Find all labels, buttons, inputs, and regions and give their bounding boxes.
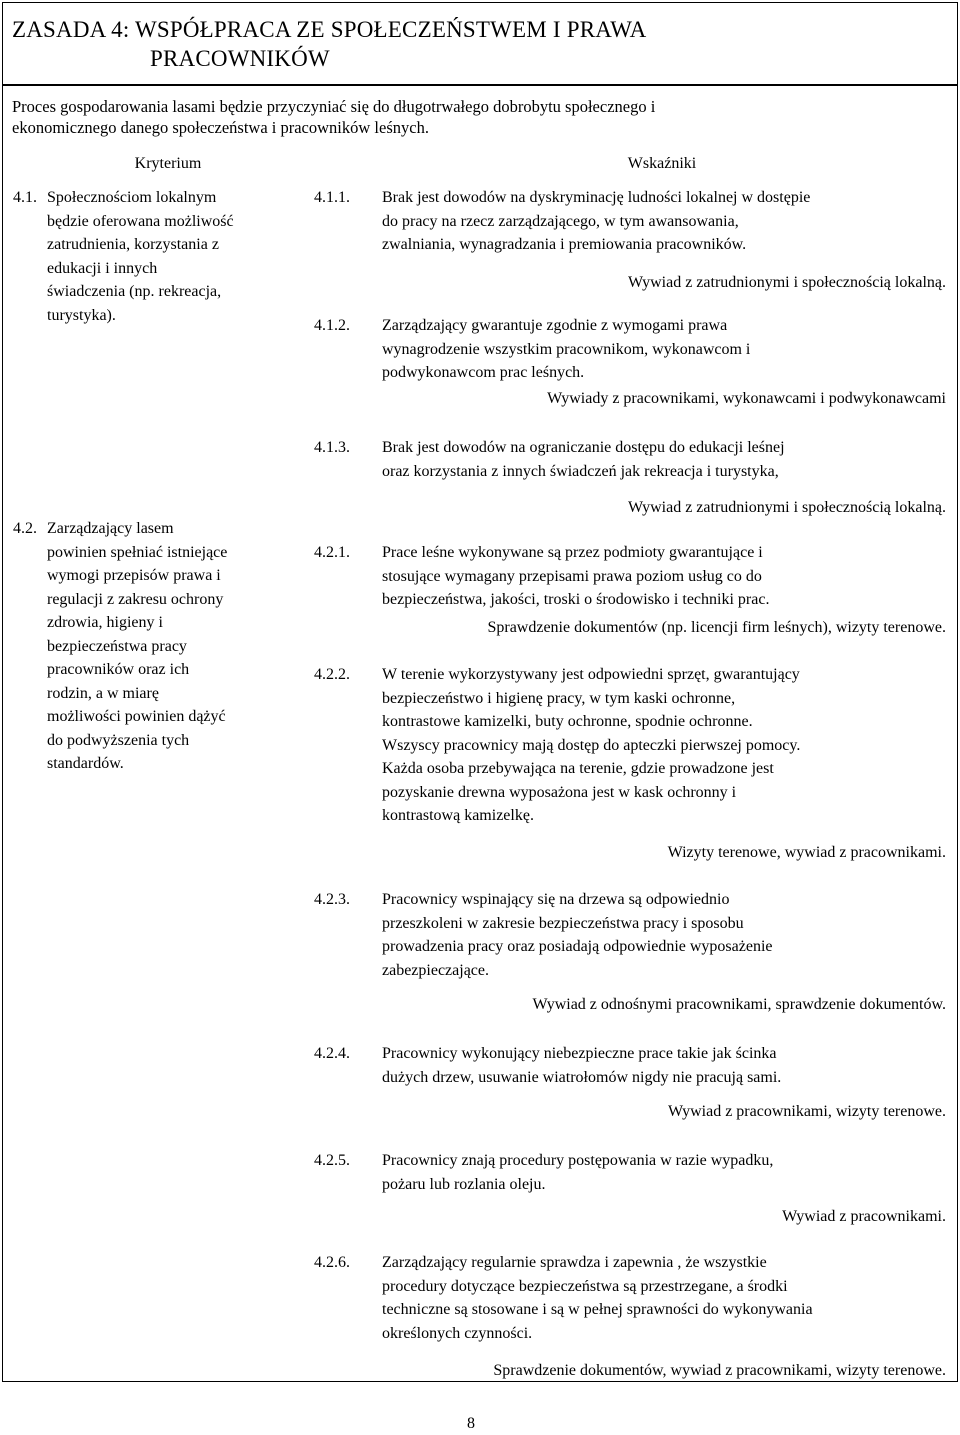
text-line: kontrastową kamizelkę. xyxy=(382,807,534,824)
text-line: turystyka). xyxy=(47,306,116,324)
verification-method: Wywiad z zatrudnionymi i społecznością lokalną. xyxy=(627,499,946,516)
text-line: zabezpieczające. xyxy=(382,961,490,979)
text-line: Brak jest dowodów na dyskryminację ludności lokalnej w dostępie xyxy=(382,189,811,206)
text-line: do pracy na rzecz zarządzającego, w tym awansowania, xyxy=(382,212,739,230)
principle-description xyxy=(12,96,655,138)
text-line: zwalniania, wynagradzania i premiowania pracowników. xyxy=(382,236,747,253)
verification-method: Wywiad z zatrudnionymi i społecznością lokalną. xyxy=(627,274,946,291)
indicator-text xyxy=(382,314,945,385)
indicator-number: 4.1.2. xyxy=(314,317,350,334)
text-line: Pracownicy znają procedury postępowania w razie wypadku, xyxy=(382,1152,774,1169)
indicator-number: 4.2.2. xyxy=(314,666,350,683)
text-line: prowadzenia pracy oraz posiadają odpowiednie wyposażenie xyxy=(382,938,773,955)
text-line: Wszyscy pracownicy mają dostęp do apteczki pierwszej pomocy. xyxy=(382,736,801,754)
text-line: pracowników oraz ich xyxy=(47,661,190,678)
column-heading-indicators: Wskaźniki xyxy=(627,155,697,172)
criterion-number: 4.2. xyxy=(13,520,37,537)
text-line: Brak jest dowodów na ograniczanie dostępu do edukacji leśnej xyxy=(382,439,785,456)
indicator-number: 4.2.1. xyxy=(314,544,350,561)
text-line: do podwyższenia tych xyxy=(47,731,190,749)
indicator-number: 4.1.3. xyxy=(314,439,350,456)
verification-method: Sprawdzenie dokumentów (np. licencji firm leśnych), wizyty terenowe. xyxy=(487,619,946,636)
indicator-4-2-2 xyxy=(314,663,946,868)
criterion-text xyxy=(47,186,234,327)
text-line: oraz korzystania z innych świadczeń jak rekreacja i turystyka, xyxy=(382,462,779,480)
text-line: kontrastowe kamizelki, buty ochronne, spodnie ochronne. xyxy=(382,713,753,730)
indicator-text xyxy=(382,663,945,828)
verification-method: Wywiady z pracownikami, wykonawcami i podwykonawcami xyxy=(547,390,946,407)
text-line: pożaru lub rozlania oleju. xyxy=(382,1175,546,1193)
text-line: Zarządzający gwarantuje zgodnie z wymogami prawa xyxy=(382,317,728,334)
intro-line-2: ekonomicznego danego społeczeństwa i pracowników leśnych. xyxy=(12,118,429,137)
indicator-number: 4.2.3. xyxy=(314,891,350,908)
text-line: bezpieczeństwo i higienę pracy, w tym kaski ochronne, xyxy=(382,689,736,707)
text-line: będzie oferowana możliwość xyxy=(47,212,234,230)
verification-method: Wizyty terenowe, wywiad z pracownikami. xyxy=(667,844,946,861)
column-heading-criteria: Kryterium xyxy=(134,155,202,172)
text-line: bezpieczeństwa pracy xyxy=(47,637,187,655)
indicator-number: 4.2.4. xyxy=(314,1045,350,1062)
text-line: świadczenia (np. rekreacja, xyxy=(47,283,222,300)
text-line: Prace leśne wykonywane są przez podmioty gwarantujące i xyxy=(382,544,763,561)
indicator-text xyxy=(382,436,945,483)
indicator-4-1-1 xyxy=(314,186,946,296)
indicator-text xyxy=(382,1149,945,1196)
indicator-4-2-3 xyxy=(314,888,946,1028)
text-line: Pracownicy wspinający się na drzewa są odpowiednio xyxy=(382,891,730,908)
text-line: dużych drzew, usuwanie wiatrołomów nigdy nie pracują sami. xyxy=(382,1068,782,1086)
text-line: W terenie wykorzystywany jest odpowiedni sprzęt, gwarantujący xyxy=(382,666,800,683)
text-line: stosujące wymagany przepisami prawa poziom usług co do xyxy=(382,567,762,585)
verification-method: Wywiad z pracownikami, wizyty terenowe. xyxy=(667,1103,946,1120)
criterion-4-2 xyxy=(13,517,303,787)
text-line: techniczne są stosowane i są w pełnej sprawności do wykonywania xyxy=(382,1301,813,1318)
text-line: bezpieczeństwa, jakości, troski o środowisko i techniki prac. xyxy=(382,591,770,608)
text-line: procedury dotyczące bezpieczeństwa są przestrzegane, a środki xyxy=(382,1277,788,1295)
indicator-4-1-3 xyxy=(314,436,946,526)
intro-line-1: Proces gospodarowania lasami będzie przyczyniać się do długotrwałego dobrobytu społecznego i xyxy=(12,97,656,116)
verification-method: Sprawdzenie dokumentów, wywiad z pracownikami, wizyty terenowe. xyxy=(493,1362,946,1379)
text-line: określonych czynności. xyxy=(382,1324,533,1342)
text-line: Zarządzający regularnie sprawdza i zapewnia , że wszystkie xyxy=(382,1254,767,1271)
verification-method: Wywiad z pracownikami. xyxy=(782,1208,946,1225)
text-line: przeszkoleni w zakresie bezpieczeństwa pracy i sposobu xyxy=(382,914,744,932)
text-line: edukacji i innych xyxy=(47,259,158,277)
indicator-number: 4.1.1. xyxy=(314,189,350,206)
indicator-4-2-5 xyxy=(314,1149,946,1234)
indicator-4-2-1 xyxy=(314,541,946,646)
criterion-text xyxy=(47,517,227,776)
text-line: regulacji z zakresu ochrony xyxy=(47,590,224,608)
indicator-text xyxy=(382,888,945,982)
text-line: standardów. xyxy=(47,755,124,772)
text-line: powinien spełniać istniejące xyxy=(47,543,228,561)
text-line: Każda osoba przebywająca na terenie, gdzie prowadzone jest xyxy=(382,760,774,777)
indicator-4-2-6 xyxy=(314,1251,946,1381)
verification-method: Wywiad z odnośnymi pracownikami, sprawdzenie dokumentów. xyxy=(532,996,946,1013)
text-line: możliwości powinien dążyć xyxy=(47,708,226,725)
page-number: 8 xyxy=(467,1415,475,1432)
indicator-text xyxy=(382,541,945,612)
title-line-2: PRACOWNIKÓW xyxy=(150,46,330,71)
page-title xyxy=(12,15,646,73)
text-line: Pracownicy wykonujący niebezpieczne prace takie jak ścinka xyxy=(382,1045,777,1062)
text-line: pozyskanie drewna wyposażona jest w kask ochronny i xyxy=(382,783,737,801)
text-line: Zarządzający lasem xyxy=(47,520,174,537)
indicator-text xyxy=(382,186,945,257)
indicator-4-1-2 xyxy=(314,314,946,414)
text-line: wynagrodzenie wszystkim pracownikom, wykonawcom i xyxy=(382,340,751,358)
criterion-4-1 xyxy=(13,186,303,336)
text-line: wymogi przepisów prawa i xyxy=(47,567,221,584)
indicator-number: 4.2.5. xyxy=(314,1152,350,1169)
text-line: podwykonawcom prac leśnych. xyxy=(382,364,585,381)
indicator-text xyxy=(382,1251,945,1345)
indicator-4-2-4 xyxy=(314,1042,946,1127)
indicator-number: 4.2.6. xyxy=(314,1254,350,1271)
text-line: zatrudnienia, korzystania z xyxy=(47,236,219,253)
text-line: zdrowia, higieny i xyxy=(47,614,163,631)
indicator-text xyxy=(382,1042,945,1089)
criterion-number: 4.1. xyxy=(13,189,37,206)
text-line: rodzin, a w miarę xyxy=(47,684,159,702)
text-line: Społecznościom lokalnym xyxy=(47,189,217,206)
title-line-1: ZASADA 4: WSPÓŁPRACA ZE SPOŁECZEŃSTWEM I PRAWA xyxy=(12,17,647,42)
